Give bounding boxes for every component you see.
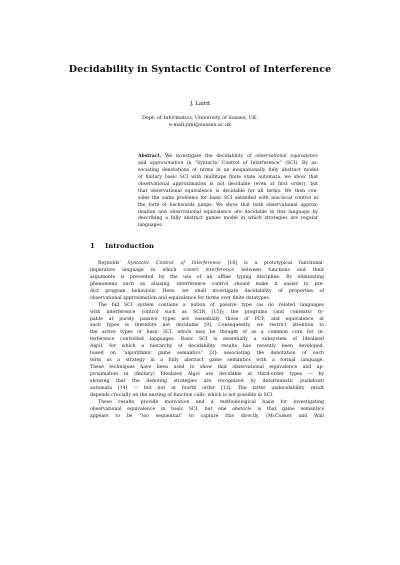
paragraph-line: showing that the denoting strategies are recognized by deterministic pushdown — [90, 378, 324, 384]
paragraph-line: terference controlled languages. Basic SCI is essentially a subsystem of Idealized — [90, 337, 324, 343]
paragraph-line: phenomena such as aliasing, interference control should make it easier to pre- — [90, 281, 324, 287]
paragraph-line: imperative language in which covert interference between functions and their — [90, 267, 324, 273]
affiliation — [0, 115, 400, 129]
paragraph-line: These techniques have been used to show that observational equivalence and ap- — [90, 365, 324, 371]
abstract-line: sociating denotations of terms in an inequationally fully abstract model — [138, 167, 318, 173]
abstract-line: languages. — [138, 223, 164, 229]
paragraph-line: such types is therefore not decidable [9]. Consequently, we restrict attention to — [90, 323, 324, 329]
abstract-line: sider the same problems for basic SCI extended with non-local control in — [138, 195, 318, 201]
abstract-line: the form of backwards jumps. We show that both observational approx- — [138, 202, 318, 208]
abstract-line: of finitary basic SCI with multitape finite state automata, we show that — [138, 174, 318, 180]
abstract — [138, 153, 318, 229]
body-text — [90, 261, 324, 421]
paragraph-line: pable at purely passive types are essentially those of PCF, and equivalence at — [90, 316, 324, 322]
paragraph-line: dict program behaviour. Here, we shall investigate decidability of properties of — [90, 288, 324, 294]
section-heading — [90, 242, 154, 250]
paragraph-line: Reynolds’ Syntactic Control of Interference [18] is a prototypical functional- — [98, 261, 325, 266]
affiliation-email: e-mail:jiml@sussex.ac.uk — [168, 122, 232, 129]
paragraph-line: the active types or basic SCI, which may be thought of as a common core for in- — [90, 330, 324, 336]
paragraph-line: proximation in (finitary) Idealized Algol are decidable at third-order types — by — [90, 372, 324, 377]
paragraph-line: Algol, for which a hierarchy of decidability results has recently been developed, — [90, 344, 324, 350]
paragraph-line: arguments is prevented by the use of an affine typing discipline. By eliminating — [90, 274, 324, 280]
author-name: J. Laird — [190, 101, 210, 107]
paragraph-line: observational equivalence in basic SCI, but one obstacle is that game semantics — [90, 406, 324, 412]
abstract-line: and approximation in “Syntactic Control of Interference” (SCI). By as- — [138, 160, 318, 166]
abstract-label: Abstract. — [138, 154, 162, 159]
paragraph-line: depends crucially on the nesting of function calls, which is not possible in SCI. — [90, 392, 274, 398]
section-number: 1 — [90, 242, 95, 250]
paragraph-line: observational approximation and equivalence for terms over finite datatypes. — [90, 295, 271, 301]
paragraph-line: term as a strategy in a fully abstract game semantics with a formal language. — [90, 358, 324, 364]
paragraph-line: with interference control such as SCIR [15]); the programs (and contexts) ty- — [90, 309, 324, 315]
abstract-line: describing a fully abstract games model in which strategies are regular — [138, 216, 318, 222]
section-title: Introduction — [105, 242, 155, 250]
abstract-line: observational approximation is not decidable (even at first order), but — [138, 181, 318, 187]
affiliation-dept: Dept. of Informatics, University of Sussex, UK. — [141, 115, 259, 121]
paragraph-line: The full SCI system contains a notion of passive type (as do related languages — [98, 302, 324, 308]
paragraph-line: based on “algorithmic game semantics” [3]: associating the denotation of each — [90, 351, 324, 357]
abstract-line: that observational equivalence is decidable for all terms. We then con- — [138, 188, 318, 194]
abstract-line: Abstract. We investigate the decidability of observational equivalence — [138, 154, 318, 159]
paragraph-line: automata [14] — but not at fourth order [13]. The latter undecidability result — [90, 385, 324, 391]
paper-title: Decidability in Syntactic Control of Interference — [68, 64, 332, 75]
abstract-line: imation and observational equivalence are decidable in this language by — [138, 209, 318, 215]
paragraph-line: These results provide motivation and a methodological basis for investigating — [98, 399, 324, 405]
paragraph-line: appears to be “too sequential” to capture this directly. (McCusker and Wall — [90, 413, 324, 419]
